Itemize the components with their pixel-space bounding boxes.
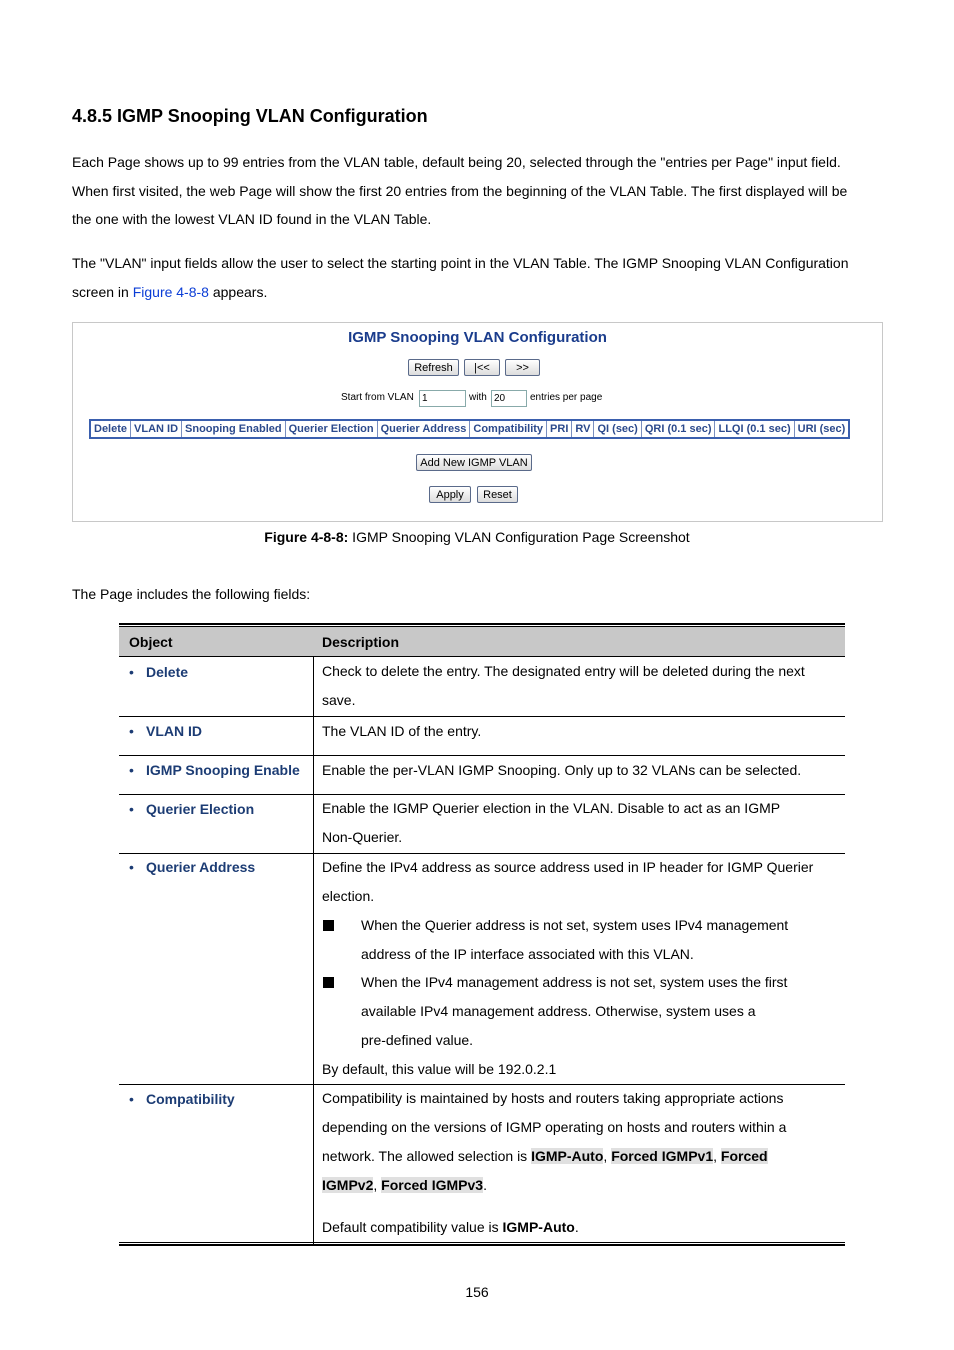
desc-line: Check to delete the entry. The designated entry will be deleted during the next [322,663,805,679]
period: . [574,1219,579,1235]
default-value: IGMP-Auto [502,1219,575,1235]
separator: , [713,1148,721,1164]
desc-line: address of the IP interface associated with this VLAN. [361,946,694,962]
bullet-icon: • [129,859,134,875]
table-row [119,717,845,756]
object-compatibility: Compatibility [146,1091,235,1107]
apply-button[interactable]: Apply [429,486,471,503]
figure-link[interactable]: Figure 4-8-8 [132,283,209,300]
bullet-icon: • [129,723,134,739]
header-object: Object [129,634,173,650]
table-row [119,795,845,854]
figure-caption [0,529,954,545]
square-bullet-icon [323,920,334,931]
desc-line: election. [322,888,375,904]
intro-p2-line-1: The "VLAN" input fields allow the user to select the starting point in the VLAN Table. The IGMP Snooping VLAN Configuration [72,255,849,271]
desc-line: When the IPv4 management address is not set, system uses the first [361,974,788,990]
col-querier-election: Querier Election [286,421,378,437]
refresh-button[interactable]: Refresh [408,359,459,376]
period: . [483,1177,487,1193]
table-row [119,854,845,1085]
caption-label: Figure 4-8-8: [264,529,349,545]
bullet-icon: • [129,762,134,778]
description [322,657,837,715]
object-igmp-snooping-enable: IGMP Snooping Enable [146,762,300,778]
vlan-table-header [89,419,850,439]
bullet-icon: • [129,801,134,817]
col-snooping-enabled: Snooping Enabled [182,421,286,437]
bullet-icon: • [129,1091,134,1107]
description [322,1084,837,1200]
table-bottom-rule [119,1242,845,1246]
intro-p2-pre: screen in [72,283,133,300]
reset-button[interactable]: Reset [477,486,518,503]
col-llqi: LLQI (0.1 sec) [715,421,794,437]
desc-line: Default compatibility value is [322,1219,503,1235]
desc-line: network. The allowed selection is [322,1148,532,1164]
figure-screenshot [72,322,883,522]
col-qi: QI (sec) [594,421,641,437]
description-default [322,1055,837,1084]
with-label: with [469,392,487,403]
start-vlan-input[interactable]: 1 [419,390,466,407]
description [322,756,837,785]
col-pri: PRI [547,421,572,437]
col-delete: Delete [91,421,131,437]
separator: , [603,1148,612,1164]
next-page-button[interactable]: >> [505,359,540,376]
description-bullet-1 [361,911,831,969]
object-vlan-id: VLAN ID [146,723,202,739]
separator: , [373,1177,382,1193]
intro-p1-line-1: Each Page shows up to 99 entries from the VLAN table, default being 20, selected through the "entries per Page" input field. [72,154,841,170]
col-compatibility: Compatibility [470,421,547,437]
option-forced-igmpv2-part2: IGMPv2 [322,1177,374,1193]
desc-line: Define the IPv4 address as source address used in IP header for IGMP Querier [322,859,814,875]
col-rv: RV [572,421,594,437]
start-vlan-label: Start from VLAN [341,392,414,403]
desc-line: Non-Querier. [322,829,403,845]
first-page-button[interactable]: |<< [464,359,500,376]
option-forced-igmpv2-part1: Forced [720,1148,768,1164]
desc-line: depending on the versions of IGMP operating on hosts and routers within a [322,1119,787,1135]
entries-per-page-input[interactable]: 20 [491,390,527,407]
option-forced-igmpv3: Forced IGMPv3 [381,1177,484,1193]
desc-line: pre-defined value. [361,1032,474,1048]
desc-line: save. [322,692,356,708]
col-uri: URI (sec) [797,423,846,435]
screenshot-title: IGMP Snooping VLAN Configuration [348,329,607,346]
desc-line: The VLAN ID of the entry. [322,723,482,739]
bullet-icon: • [129,664,134,680]
intro-paragraph-2 [72,249,882,306]
header-description: Description [322,634,400,650]
desc-line: Enable the IGMP Querier election in the VLAN. Disable to act as an IGMP [322,800,781,816]
col-qri: QRI (0.1 sec) [642,421,716,437]
option-forced-igmpv1: Forced IGMPv1 [611,1148,714,1164]
table-header [119,627,845,657]
desc-line: When the Querier address is not set, system uses IPv4 management [361,917,789,933]
description-default [322,1213,837,1242]
intro-p2-post: appears. [208,283,268,300]
col-vlan-id: VLAN ID [131,421,182,437]
page-number: 156 [465,1284,489,1300]
desc-line: Enable the per-VLAN IGMP Snooping. Only up to 32 VLANs can be selected. [322,762,802,778]
table-row [119,756,845,795]
object-querier-election: Querier Election [146,801,255,817]
table-row [119,657,845,717]
add-new-igmp-vlan-button[interactable]: Add New IGMP VLAN [416,454,532,471]
option-igmp-auto: IGMP-Auto [531,1148,604,1164]
intro-p1-line-3: the one with the lowest VLAN ID found in the VLAN Table. [72,211,432,227]
description [322,717,837,746]
intro-p1-line-2: When first visited, the web Page will show the first 20 entries from the beginning of the VLAN Table. The first displayed will be [72,182,848,199]
desc-line: Compatibility is maintained by hosts and routers taking appropriate actions [322,1090,784,1106]
entries-per-page-label: entries per page [530,392,603,403]
fields-intro: The Page includes the following fields: [72,586,311,602]
intro-paragraph-1 [72,148,882,234]
desc-line: By default, this value will be 192.0.2.1 [322,1061,557,1077]
col-querier-address: Querier Address [378,421,471,437]
caption-text: IGMP Snooping VLAN Configuration Page Screenshot [348,529,690,545]
description-bullet-2 [361,968,831,1055]
description [322,794,837,852]
table-row [119,1085,845,1245]
section-title: 4.8.5 IGMP Snooping VLAN Configuration [72,106,428,126]
square-bullet-icon [323,977,334,988]
object-querier-address: Querier Address [146,859,256,875]
object-delete: Delete [146,664,189,680]
desc-line: available IPv4 management address. Otherwise, system uses a [361,1003,756,1019]
description [322,853,837,911]
